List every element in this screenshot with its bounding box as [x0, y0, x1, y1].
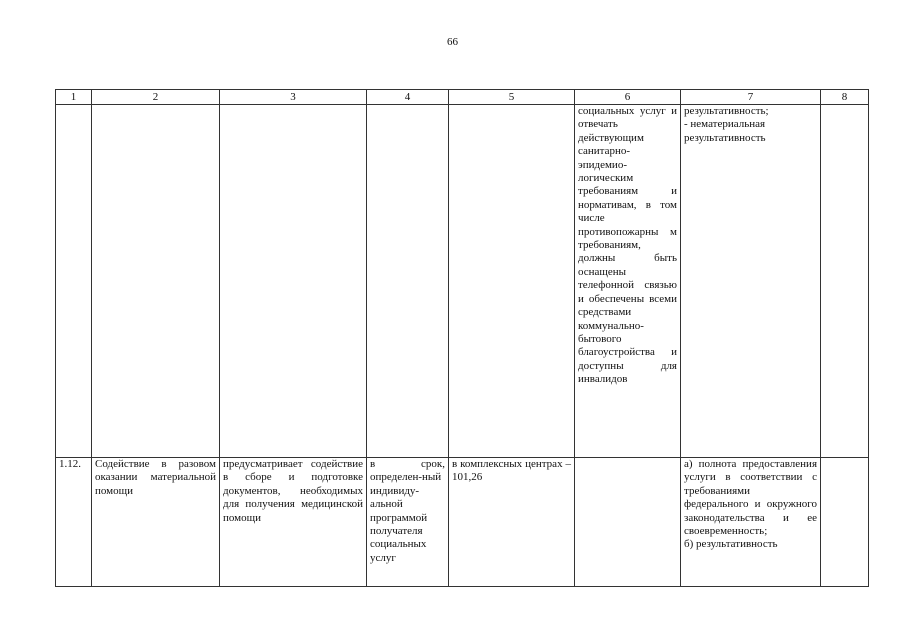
cell-extra [821, 458, 869, 587]
table-row [56, 105, 869, 458]
table-row [56, 458, 869, 587]
cell-conditions [575, 458, 681, 587]
page-number: 66 [447, 36, 458, 48]
header-col-4: 4 [367, 90, 449, 105]
cell-quality: результативность; - нематериальная результативность [681, 105, 821, 458]
header-col-2: 2 [92, 90, 220, 105]
header-col-6: 6 [575, 90, 681, 105]
header-col-1: 1 [56, 90, 92, 105]
cell-tariff: в комплексных центрах – 101,26 [449, 458, 575, 587]
cell-extra [821, 105, 869, 458]
cell-number [56, 105, 92, 458]
header-col-3: 3 [220, 90, 367, 105]
services-table [55, 89, 869, 587]
header-col-5: 5 [449, 90, 575, 105]
cell-service-name: Содействие в разовом оказании материальной помощи [92, 458, 220, 587]
cell-conditions: социальных услуг и отвечать действующим санитарно-эпидемио-логическим требованиям и нормативам, в том числе противопожарны м требованиям, должны быть оснащены телефонной связью и обеспечены всеми средствами коммунально-бытового благоустройства и доступны для инвалидов [575, 105, 681, 458]
cell-term: в срок, определен-ный индивиду-альной программой получателя социальных услуг [367, 458, 449, 587]
header-row [56, 90, 869, 105]
cell-term [367, 105, 449, 458]
header-col-8: 8 [821, 90, 869, 105]
header-col-7: 7 [681, 90, 821, 105]
cell-service-name [92, 105, 220, 458]
cell-description [220, 105, 367, 458]
cell-number: 1.12. [56, 458, 92, 587]
cell-description: предусматривает содействие в сборе и подготовке документов, необходимых для получения медицинской помощи [220, 458, 367, 587]
cell-tariff [449, 105, 575, 458]
cell-quality: а) полнота предоставления услуги в соответствии с требованиями федерального и окружного законодательства и ее своевременность; б) результативность [681, 458, 821, 587]
